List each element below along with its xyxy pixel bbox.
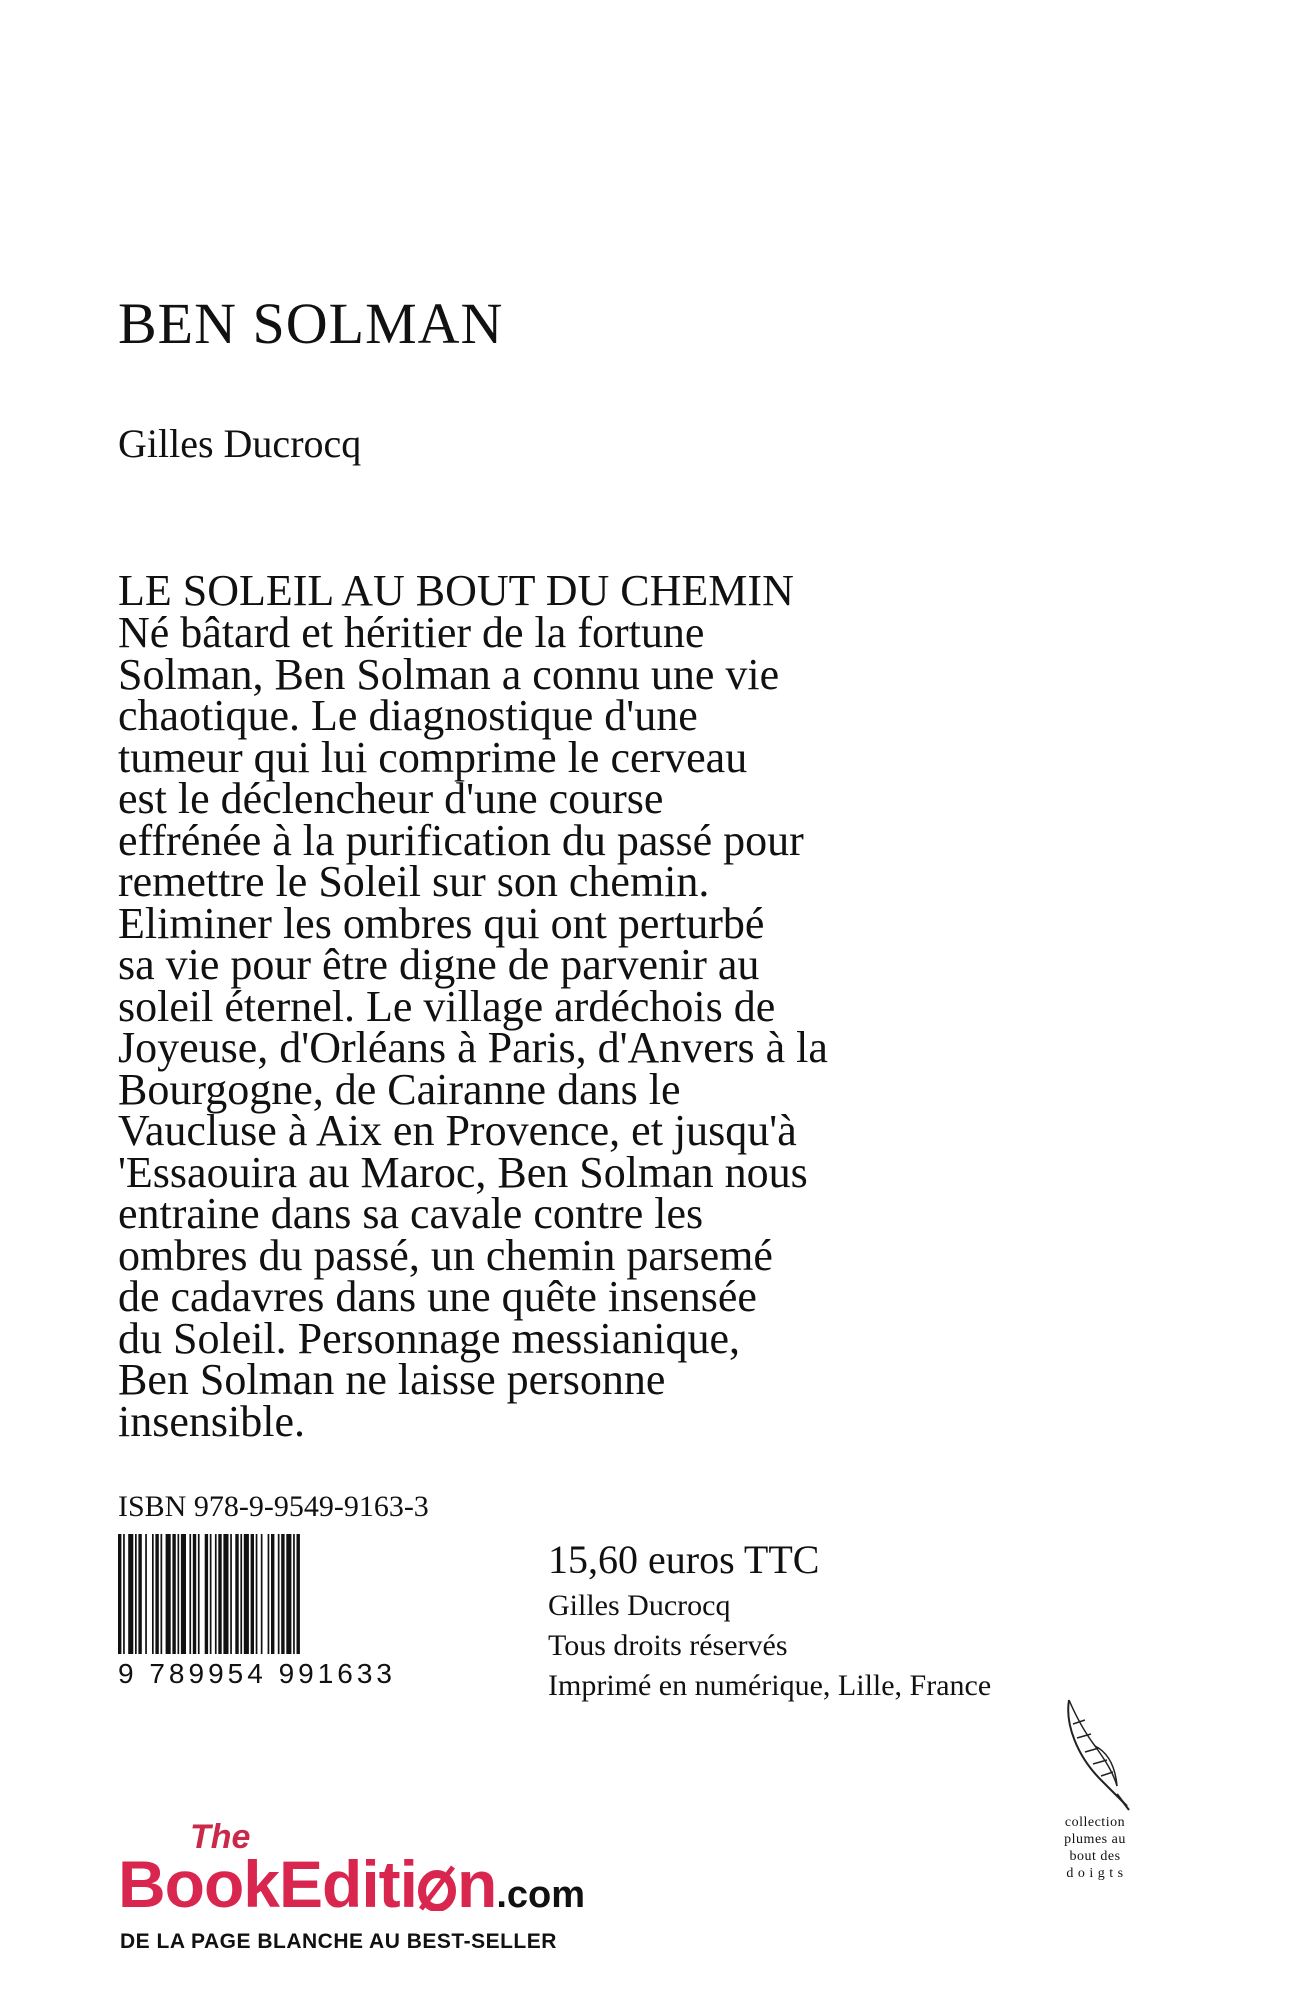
rights-notice: Tous droits réservés bbox=[548, 1629, 788, 1662]
logo-wordmark bbox=[118, 1846, 585, 1922]
quill-o-icon bbox=[417, 1861, 457, 1911]
blurb-line: du Soleil. Personnage messianique, bbox=[118, 1313, 741, 1363]
blurb-line: Vaucluse à Aix en Provence, et jusqu'à bbox=[118, 1106, 797, 1155]
blurb-line: 'Essaouira au Maroc, Ben Solman nous bbox=[118, 1147, 808, 1197]
back-cover-blurb bbox=[118, 566, 1158, 1446]
printing-notice: Imprimé en numérique, Lille, France bbox=[548, 1669, 992, 1702]
collection-line: d o i g t s bbox=[1066, 1866, 1124, 1881]
blurb-line: est le déclencheur d'une course bbox=[118, 774, 664, 823]
logo-the: The bbox=[190, 1818, 251, 1856]
blurb-line: insensible. bbox=[118, 1396, 305, 1446]
logo-tagline: DE LA PAGE BLANCHE AU BEST-SELLER bbox=[120, 1930, 557, 1953]
blurb-line: tumeur qui lui comprime le cerveau bbox=[118, 732, 748, 782]
logo-name-part2: n bbox=[457, 1847, 497, 1921]
blurb-line: de cadavres dans une quête insensée bbox=[118, 1272, 757, 1321]
collection-line: collection bbox=[1064, 1815, 1126, 1830]
book-author: Gilles Ducrocq bbox=[118, 421, 362, 466]
barcode-icon bbox=[118, 1534, 478, 1654]
copyright-author: Gilles Ducrocq bbox=[548, 1589, 731, 1622]
blurb-line: Solman, Ben Solman a connu une vie bbox=[118, 649, 780, 699]
logo-domain: .com bbox=[496, 1874, 586, 1916]
blurb-line: entraine dans sa cavale contre les bbox=[118, 1189, 704, 1238]
blurb-line: Né bâtard et héritier de la fortune bbox=[118, 608, 705, 657]
book-title: BEN SOLMAN bbox=[118, 291, 504, 356]
barcode-digits: 9 789954 991633 bbox=[118, 1658, 396, 1689]
blurb-line: effrénée à la purification du passé pour bbox=[118, 815, 804, 865]
blurb-heading: LE SOLEIL AU BOUT DU CHEMIN bbox=[118, 566, 794, 615]
price: 15,60 euros TTC bbox=[548, 1537, 820, 1582]
publication-info bbox=[548, 1586, 991, 1706]
isbn-label: ISBN 978-9-9549-9163-3 bbox=[118, 1490, 429, 1523]
blurb-line: Bourgogne, de Cairanne dans le bbox=[118, 1064, 681, 1114]
blurb-line: Eliminer les ombres qui ont perturbé bbox=[118, 898, 765, 948]
blurb-line: chaotique. Le diagnostique d'une bbox=[118, 691, 698, 740]
publisher-logo bbox=[118, 1818, 728, 1958]
logo-name-part1: BookEditi bbox=[118, 1847, 417, 1921]
blurb-line: sa vie pour être digne de parvenir au bbox=[118, 940, 760, 989]
collection-line: plumes au bbox=[1064, 1832, 1126, 1847]
collection-line: bout des bbox=[1069, 1849, 1121, 1864]
blurb-line: soleil éternel. Le village ardéchois de bbox=[118, 981, 776, 1031]
blurb-line: Ben Solman ne laisse personne bbox=[118, 1355, 666, 1404]
blurb-line: remettre le Soleil sur son chemin. bbox=[118, 857, 710, 906]
collection-mark bbox=[1040, 1694, 1150, 1882]
feather-quill-icon bbox=[1055, 1694, 1135, 1814]
blurb-line: Joyeuse, d'Orléans à Paris, d'Anvers à la bbox=[118, 1023, 828, 1072]
blurb-line: ombres du passé, un chemin parsemé bbox=[118, 1230, 773, 1280]
